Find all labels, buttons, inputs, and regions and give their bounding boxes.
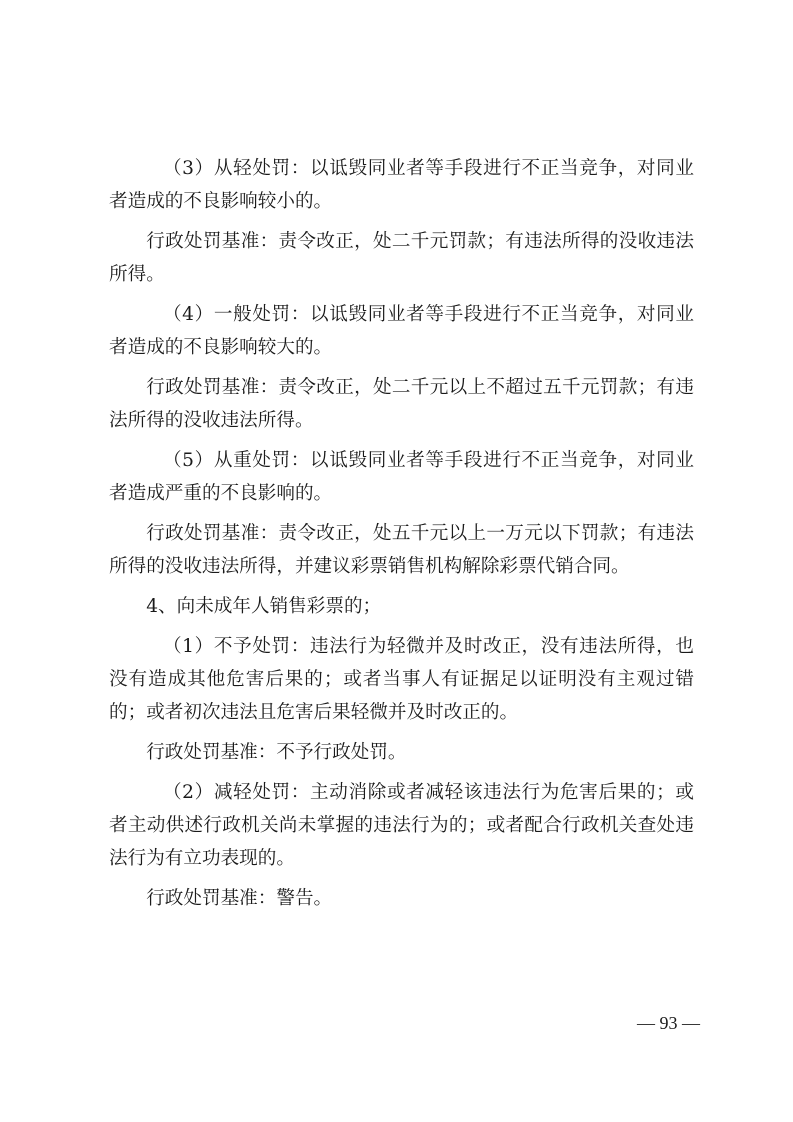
paragraph-standard-light: 行政处罚基准：责令改正，处二千元罚款；有违法所得的没收违法所得。 xyxy=(109,231,694,285)
paragraph-no-penalty: （1）不予处罚：违法行为轻微并及时改正，没有违法所得，也没有造成其他危害后果的；或者当事人有证据足以证明没有主观过错的；或者初次违法且危害后果轻微并及时改正的。 xyxy=(109,636,694,723)
paragraph-penalty-heavy: （5）从重处罚：以诋毁同业者等手段进行不正当竞争，对同业者造成严重的不良影响的。 xyxy=(109,450,694,504)
paragraph-standard-warning: 行政处罚基准：警告。 xyxy=(146,888,333,909)
paragraph-section-heading: 4、向未成年人销售彩票的； xyxy=(146,596,382,617)
paragraph-standard-heavy: 行政处罚基准：责令改正，处五千元以上一万元以下罚款；有违法所得的没收违法所得，并建议彩票销售机构解除彩票代销合同。 xyxy=(109,523,694,577)
body-text xyxy=(109,152,694,922)
page-number: — 93 — xyxy=(637,1013,700,1033)
paragraph-standard-no-penalty: 行政处罚基准：不予行政处罚。 xyxy=(146,742,407,763)
paragraph-penalty-general: （4）一般处罚：以诋毁同业者等手段进行不正当竞争，对同业者造成的不良影响较大的。 xyxy=(109,304,694,358)
paragraph-penalty-light: （3）从轻处罚：以诋毁同业者等手段进行不正当竞争，对同业者造成的不良影响较小的。 xyxy=(109,158,694,212)
paragraph-standard-general: 行政处罚基准：责令改正，处二千元以上不超过五千元罚款；有违法所得的没收违法所得。 xyxy=(109,377,694,431)
paragraph-reduced-penalty: （2）减轻处罚：主动消除或者减轻该违法行为危害后果的；或者主动供述行政机关尚未掌握的违法行为的；或者配合行政机关查处违法行为有立功表现的。 xyxy=(109,782,694,869)
